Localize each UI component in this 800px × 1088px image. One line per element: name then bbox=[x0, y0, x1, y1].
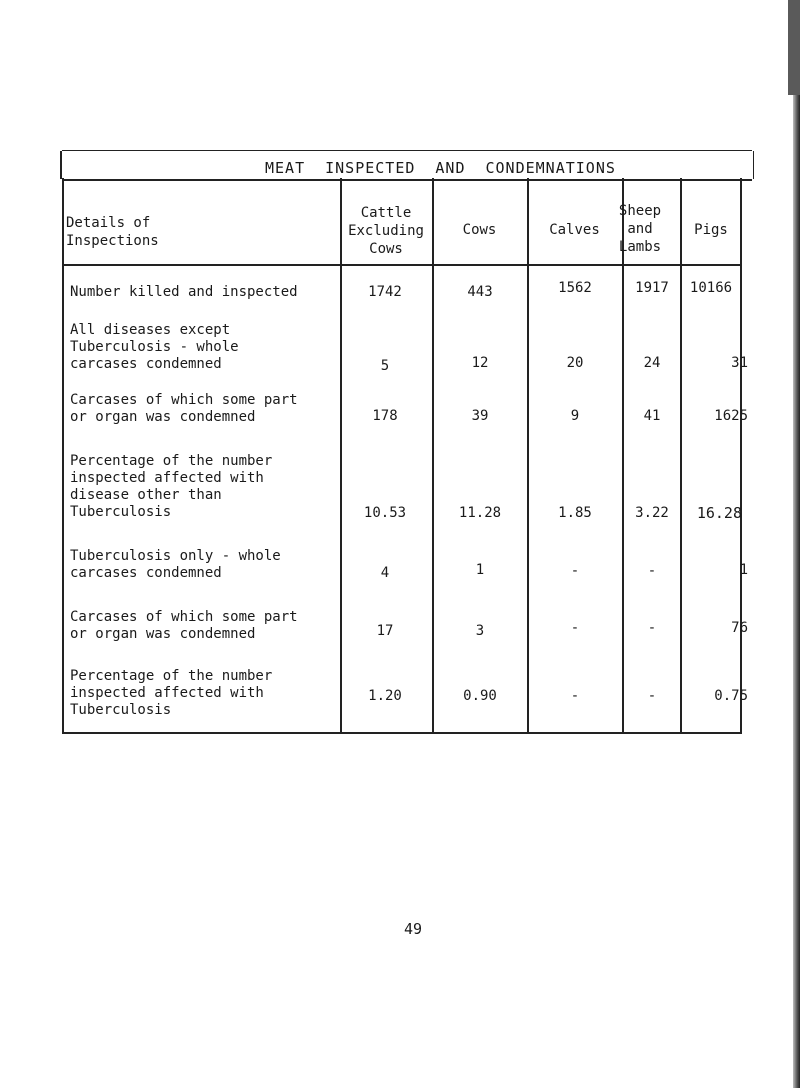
header-pigs bbox=[680, 221, 742, 239]
header-line: Sheep bbox=[618, 203, 662, 219]
table-bottom-rule bbox=[62, 732, 742, 734]
title-word: INSPECTED bbox=[325, 159, 416, 177]
label-line: or organ was condemned bbox=[70, 626, 256, 642]
cell-value: 1917 bbox=[635, 280, 669, 296]
cell-value: 1562 bbox=[558, 280, 592, 296]
cell-value: 1742 bbox=[368, 284, 402, 300]
header-cows bbox=[432, 221, 527, 239]
header-line: and bbox=[627, 221, 653, 237]
cell-value: 12 bbox=[471, 355, 489, 371]
cell-value: 178 bbox=[372, 408, 398, 424]
cell-value: 10.53 bbox=[363, 505, 407, 521]
row-label-diseases-pct bbox=[70, 453, 330, 521]
header-line: Details of bbox=[66, 215, 151, 231]
cell-value: 1625 bbox=[714, 408, 748, 424]
cell-value: 3 bbox=[475, 623, 485, 639]
col-border bbox=[340, 178, 342, 734]
title-word: CONDEMNATIONS bbox=[485, 159, 616, 177]
cell-value: 17 bbox=[376, 623, 394, 639]
page-title bbox=[265, 159, 636, 177]
header-line: Cows bbox=[369, 241, 403, 257]
label-line: All diseases except bbox=[70, 322, 231, 338]
cell-value: 39 bbox=[471, 408, 489, 424]
col-border bbox=[680, 178, 682, 734]
label-line: inspected affected with bbox=[70, 685, 264, 701]
row-label-killed bbox=[70, 284, 330, 301]
cell-value: 1.20 bbox=[368, 688, 402, 704]
cell-value: 10166 bbox=[689, 280, 733, 296]
col-border bbox=[740, 178, 742, 734]
cell-value: 5 bbox=[380, 358, 390, 374]
header-line: Cows bbox=[462, 222, 497, 238]
row-label-diseases-part bbox=[70, 392, 330, 426]
header-line: Inspections bbox=[66, 233, 159, 249]
cell-value: 443 bbox=[467, 284, 493, 300]
label-line: Tuberculosis only - whole bbox=[70, 548, 281, 564]
cell-value: - bbox=[570, 620, 580, 636]
cell-value: - bbox=[647, 620, 657, 636]
row-label-tb-whole bbox=[70, 548, 330, 582]
col-border bbox=[432, 178, 434, 734]
header-rule bbox=[62, 264, 742, 266]
cell-value: 31 bbox=[731, 355, 748, 371]
cell-value: 20 bbox=[566, 355, 584, 371]
header-line: Lambs bbox=[618, 239, 662, 255]
header-line: Cattle bbox=[360, 205, 412, 221]
label-line: Tuberculosis bbox=[70, 702, 172, 718]
cell-value: 41 bbox=[643, 408, 661, 424]
label-line: carcases condemned bbox=[70, 356, 222, 372]
col-border bbox=[622, 178, 624, 734]
cell-value: 16.28 bbox=[696, 504, 742, 522]
header-line: Excluding bbox=[348, 223, 424, 239]
header-cattle bbox=[340, 204, 432, 258]
cell-value: 3.22 bbox=[635, 505, 669, 521]
cell-value: 76 bbox=[731, 620, 748, 636]
label-line: Tuberculosis - whole bbox=[70, 339, 239, 355]
scan-edge bbox=[793, 0, 800, 1088]
cell-value: 11.28 bbox=[458, 505, 502, 521]
header-details bbox=[66, 214, 186, 250]
row-label-tb-pct bbox=[70, 668, 330, 719]
cell-value: 0.90 bbox=[463, 688, 497, 704]
cell-value: 1 bbox=[739, 562, 748, 578]
header-line: Calves bbox=[549, 222, 600, 238]
cell-value: - bbox=[570, 563, 580, 579]
title-word: AND bbox=[435, 159, 466, 177]
label-line: Percentage of the number bbox=[70, 668, 273, 684]
cell-value: 9 bbox=[570, 408, 580, 424]
cell-value: 4 bbox=[380, 565, 390, 581]
label-line: Tuberculosis bbox=[70, 504, 172, 520]
title-word: MEAT bbox=[265, 159, 306, 177]
scan-edge-top bbox=[788, 0, 800, 95]
label-line: Number killed and inspected bbox=[70, 284, 298, 300]
label-line: inspected affected with bbox=[70, 470, 264, 486]
cell-value: 1 bbox=[475, 562, 485, 578]
cell-value: 0.75 bbox=[714, 688, 748, 704]
row-label-diseases-whole bbox=[70, 322, 330, 373]
label-line: disease other than bbox=[70, 487, 222, 503]
label-line: Percentage of the number bbox=[70, 453, 273, 469]
cell-value: 1.85 bbox=[558, 505, 592, 521]
label-line: carcases condemned bbox=[70, 565, 222, 581]
label-line: Carcases of which some part bbox=[70, 392, 298, 408]
col-border bbox=[527, 178, 529, 734]
header-line: Pigs bbox=[694, 222, 728, 238]
cell-value: - bbox=[647, 688, 657, 704]
header-sheep bbox=[600, 202, 680, 256]
cell-value: - bbox=[570, 688, 580, 704]
cell-value: 24 bbox=[643, 355, 661, 371]
label-line: Carcases of which some part bbox=[70, 609, 298, 625]
cell-value: - bbox=[647, 563, 657, 579]
label-line: or organ was condemned bbox=[70, 409, 256, 425]
col-border bbox=[62, 178, 64, 734]
row-label-tb-part bbox=[70, 609, 330, 643]
page-number: 49 bbox=[404, 920, 423, 938]
